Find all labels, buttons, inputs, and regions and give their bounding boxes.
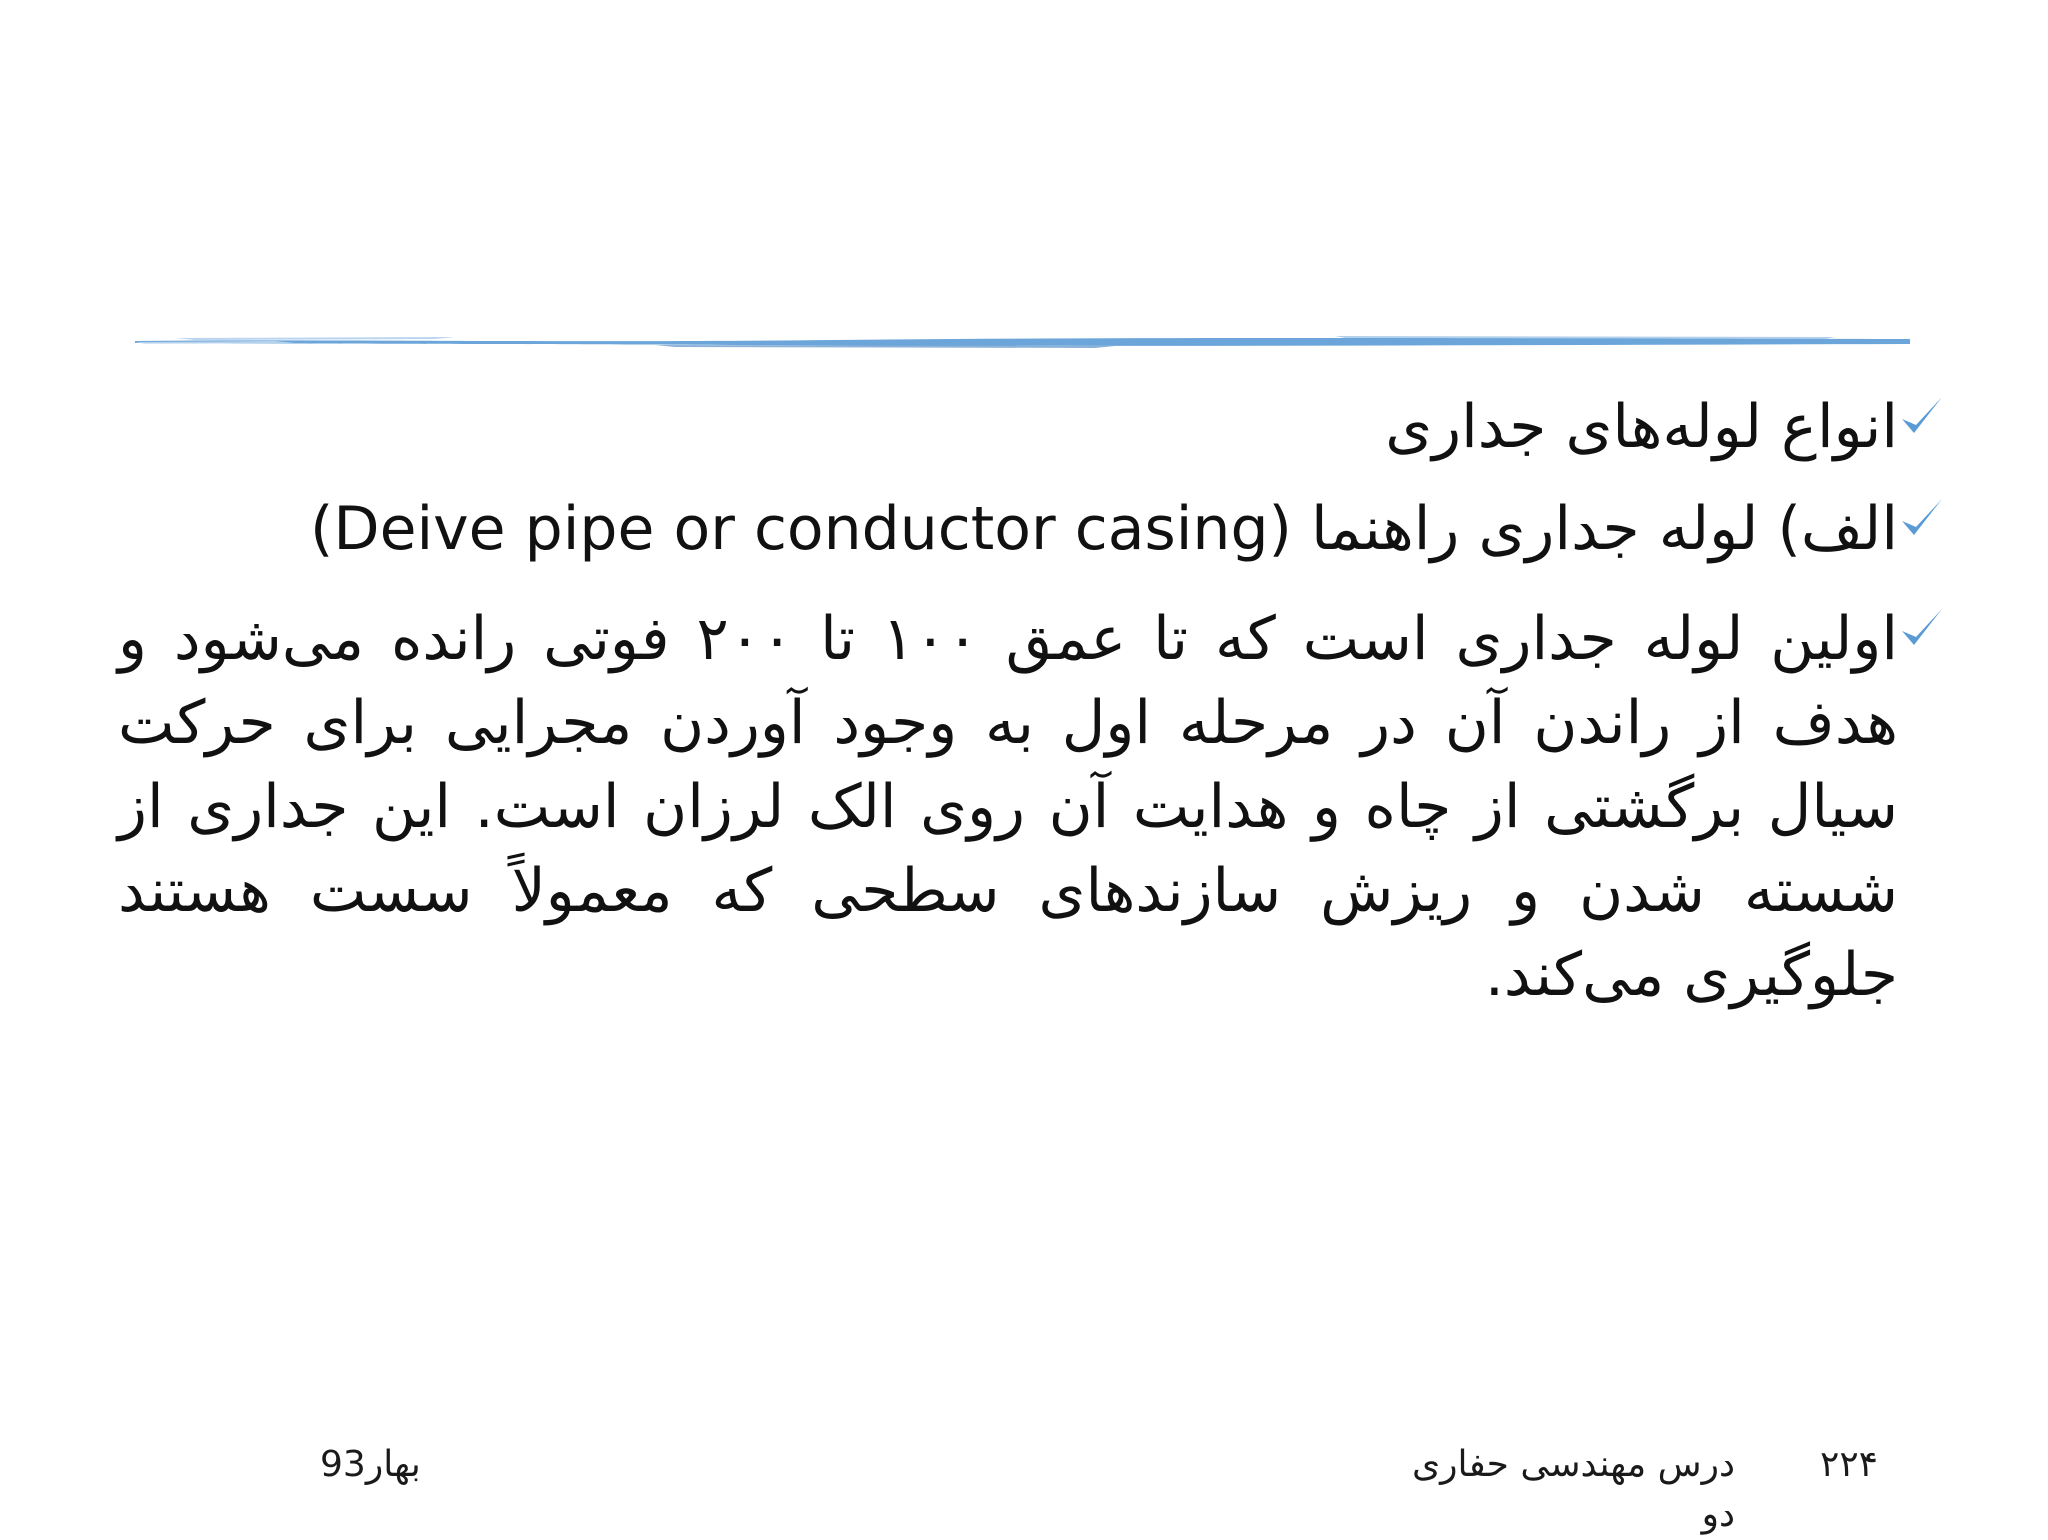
checkmark-icon [1896, 493, 1948, 545]
title-divider-line [135, 330, 1910, 352]
bullet-text: انواع لوله‌های جداری [1385, 392, 1898, 462]
bullet-item [118, 385, 1898, 469]
bullet-item [118, 487, 1898, 571]
bullet-paragraph: اولین لوله جداری است که تا عمق ۱۰۰ تا ۲۰۰ فوتی رانده می‌شود و هدف از راندن آن در مرحله اول به وجود آوردن مجرایی برای حرکت سیال برگشتی از چاه و هدایت آن روی الک لرزان است. این جداری از شسته شدن و ریزش سازندهای سطحی که معمولاً سست هستند جلوگیری می‌کند. [118, 604, 1899, 1010]
bullet-item [118, 597, 1898, 1017]
checkmark-icon [1896, 391, 1948, 443]
bullet-text-suffix: ) [309, 494, 334, 564]
bullet-text-english: Deive pipe or conductor casing [333, 494, 1269, 564]
page-number: ۲۲۴ [1820, 1444, 1879, 1485]
checkmark-icon [1896, 603, 1948, 655]
bullet-text-prefix: الف) لوله جداری راهنما ( [1268, 494, 1898, 564]
bullet-list [118, 385, 1898, 1017]
semester-label: بهار93 [320, 1444, 421, 1485]
course-title: درس مهندسی حفاری دو [1411, 1444, 1735, 1535]
